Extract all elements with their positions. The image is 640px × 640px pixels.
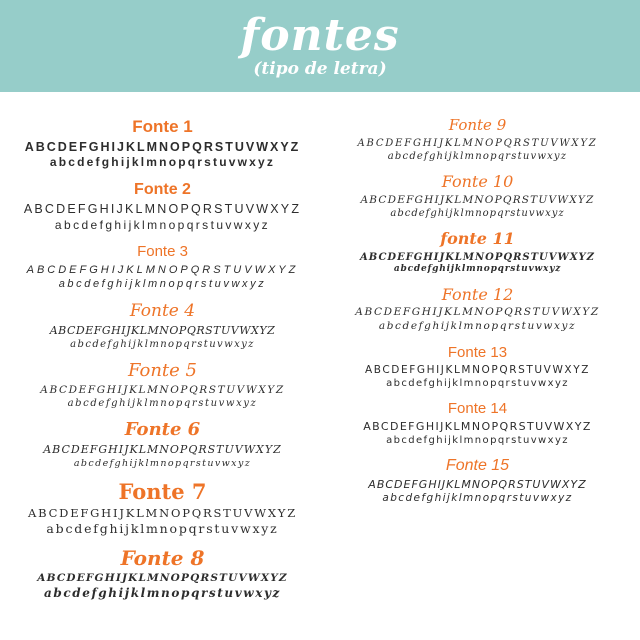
font-sample-fonte-13 <box>323 345 632 390</box>
font-label: Fonte 10 <box>441 171 514 191</box>
font-uppercase-sample: ABCDEFGHIJKLMNOPQRSTUVWXYZ <box>355 306 600 319</box>
font-sample-fonte-7 <box>8 478 317 537</box>
font-lowercase-sample: abcdefghijklmnopqrstuvwxyz <box>73 457 252 469</box>
font-sample-fonte-11 <box>323 231 632 275</box>
font-sample-fonte-10 <box>323 171 632 220</box>
font-label: Fonte 9 <box>448 116 507 134</box>
font-column-right <box>323 118 632 612</box>
font-column-left <box>8 118 317 612</box>
font-samples-list <box>0 92 640 612</box>
font-lowercase-sample: abcdefghijklmnopqrstuvwxyz <box>54 217 271 232</box>
font-uppercase-sample: ABCDEFGHIJKLMNOPQRSTUVWXYZ <box>357 137 598 149</box>
font-lowercase-sample: abcdefghijklmnopqrstuvwxyz <box>378 320 577 333</box>
font-lowercase-sample: abcdefghijklmnopqrstuvwxyz <box>49 155 276 170</box>
font-uppercase-sample: ABCDEFGHIJKLMNOPQRSTUVWXYZ <box>363 419 592 433</box>
font-sample-fonte-12 <box>323 284 632 334</box>
font-lowercase-sample: abcdefghijklmnopqrstuvwxyz <box>70 338 255 350</box>
font-lowercase-sample: abcdefghijklmnopqrstuvwxyz <box>58 278 267 291</box>
font-label: Fonte 3 <box>137 243 188 261</box>
font-uppercase-sample: ABCDEFGHIJKLMNOPQRSTUVWXYZ <box>24 139 301 154</box>
font-uppercase-sample: ABCDEFGHIJKLMNOPQRSTUVWXYZ <box>26 264 299 277</box>
font-uppercase-sample: ABCDEFGHIJKLMNOPQRSTUVWXYZ <box>360 251 595 263</box>
font-label: Fonte 5 <box>128 359 197 381</box>
font-lowercase-sample: abcdefghijklmnopqrstuvwxyz <box>386 378 569 390</box>
font-label: Fonte 6 <box>124 419 201 441</box>
font-uppercase-sample: ABCDEFGHIJKLMNOPQRSTUVWXYZ <box>364 363 591 376</box>
font-sample-fonte-4 <box>8 300 317 351</box>
font-uppercase-sample: ABCDEFGHIJKLMNOPQRSTUVWXYZ <box>368 477 587 491</box>
font-label: Fonte 15 <box>445 457 510 475</box>
font-lowercase-sample: abcdefghijklmnopqrstuvwxyz <box>393 263 562 274</box>
font-uppercase-sample: ABCDEFGHIJKLMNOPQRSTUVWXYZ <box>40 383 285 396</box>
font-lowercase-sample: abcdefghijklmnopqrstuvwxyz <box>382 492 573 505</box>
font-label: Fonte 1 <box>132 117 193 136</box>
font-uppercase-sample: ABCDEFGHIJKLMNOPQRSTUVWXYZ <box>23 202 302 217</box>
font-uppercase-sample: ABCDEFGHIJKLMNOPQRSTUVWXYZ <box>49 323 276 337</box>
font-uppercase-sample: ABCDEFGHIJKLMNOPQRSTUVWXYZ <box>43 443 282 457</box>
page-title: fontes <box>240 9 400 61</box>
font-sample-fonte-3 <box>8 244 317 291</box>
font-lowercase-sample: abcdefghijklmnopqrstuvwxyz <box>387 150 568 162</box>
font-sample-fonte-2 <box>8 182 317 234</box>
font-label: Fonte 4 <box>129 300 196 321</box>
font-sample-fonte-6 <box>8 421 317 470</box>
font-label: Fonte 12 <box>441 284 514 304</box>
font-sample-fonte-15 <box>323 458 632 506</box>
font-lowercase-sample: abcdefghijklmnopqrstuvwxyz <box>390 208 565 220</box>
font-label: Fonte 7 <box>118 478 207 504</box>
font-lowercase-sample: abcdefghijklmnopqrstuvwxyz <box>46 520 279 536</box>
font-label: Fonte 2 <box>134 180 191 198</box>
font-uppercase-sample: ABCDEFGHIJKLMNOPQRSTUVWXYZ <box>360 193 595 206</box>
font-label: Fonte 8 <box>120 546 205 571</box>
font-sample-fonte-14 <box>323 401 632 447</box>
font-lowercase-sample: abcdefghijklmnopqrstuvwxyz <box>386 435 569 447</box>
font-sample-fonte-1 <box>8 118 317 171</box>
font-label: fonte 11 <box>440 229 515 249</box>
font-label: Fonte 13 <box>447 343 508 361</box>
page-subtitle: (tipo de letra) <box>253 58 387 79</box>
font-label: Fonte 14 <box>447 400 508 418</box>
font-sample-fonte-5 <box>8 359 317 411</box>
font-lowercase-sample: abcdefghijklmnopqrstuvwxyz <box>67 398 258 410</box>
font-sample-fonte-9 <box>323 118 632 163</box>
header-banner <box>0 0 640 92</box>
font-uppercase-sample: ABCDEFGHIJKLMNOPQRSTUVWXYZ <box>28 505 297 520</box>
font-uppercase-sample: ABCDEFGHIJKLMNOPQRSTUVWXYZ <box>37 572 288 585</box>
font-lowercase-sample: abcdefghijklmnopqrstuvwxyz <box>44 585 281 600</box>
font-sample-fonte-8 <box>8 548 317 601</box>
